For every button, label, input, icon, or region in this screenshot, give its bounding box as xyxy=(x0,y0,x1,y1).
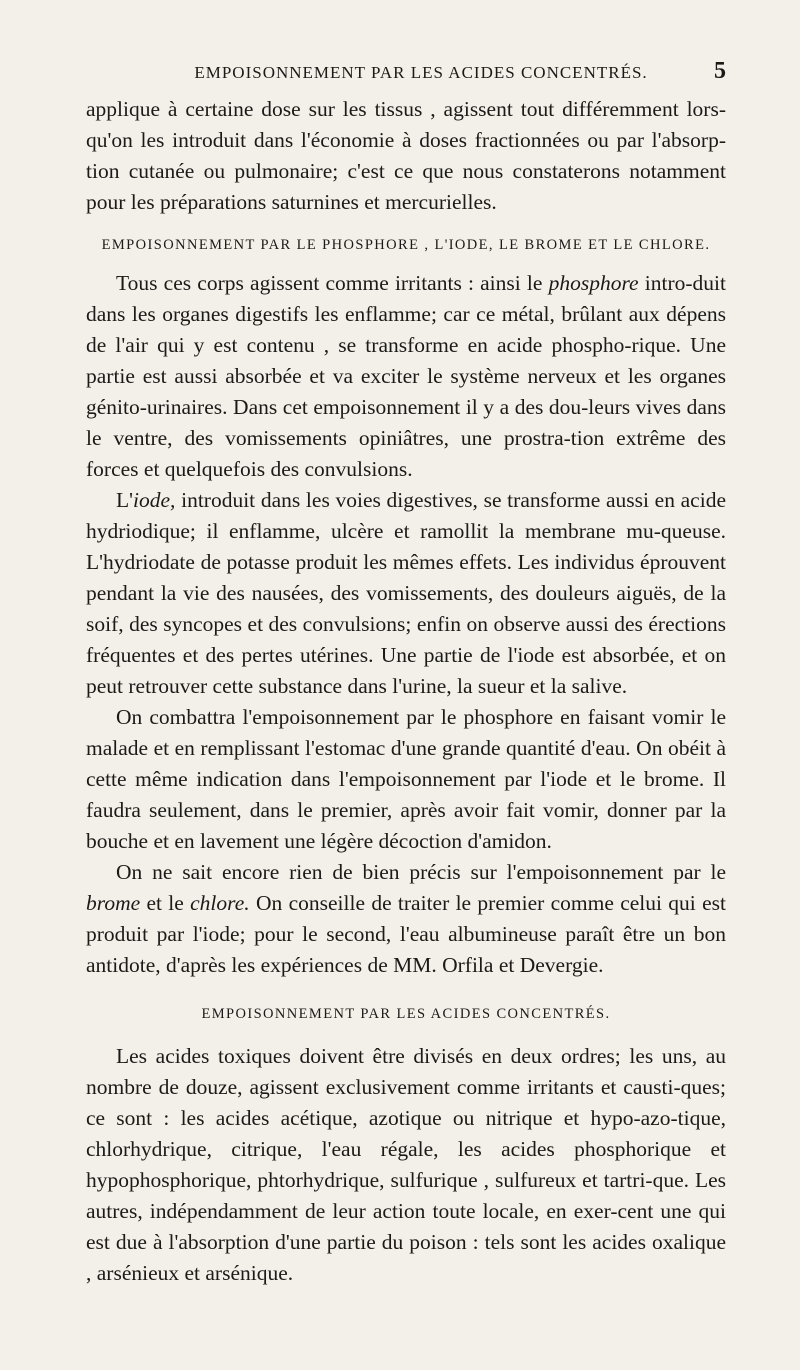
italic-term-phosphore: phosphore xyxy=(548,271,639,295)
text-run: intro-duit dans les organes digestifs les enflamme; car ce métal, brûlant aux dépens de l'air qui y est contenu , se transforme en acide phospho-rique. Une partie est aussi absorbée et va exciter le système nerveux et les organes génito-urinaires. Dans cet empoisonnement il y a des dou-leurs vives dans le ventre, des vomissements opiniâtres, une prostra-tion extrême des forces et quelquefois des convulsions. xyxy=(86,271,726,481)
paragraph-continued: applique à certaine dose sur les tissus , agissent tout différemment lors-qu'on les introduit dans l'économie à doses fractionnées ou par l'absorp-tion cutanée ou pulmonaire; c'est ce que nous constaterons notamment pour les préparations saturnines et mercurielles. xyxy=(86,97,726,214)
paragraph-acides: Les acides toxiques doivent être divisés en deux ordres; les uns, au nombre de douze, agissent exclusivement comme irritants et causti-ques; ce sont : les acides acétique, azotique ou nitrique et hypo-azo-tique, chlorhydrique, citrique, l'eau régale, les acides phosphorique et hypophosphorique, phtorhydrique, sulfurique , sulfureux et tartri-que. Les autres, indépendamment de leur action toute locale, en exer-cent une qui est due à l'absorption d'une partie du poison : tels sont les acides oxalique , arsénieux et arsénique. xyxy=(86,1044,726,1285)
text-run: et le xyxy=(140,891,191,915)
paragraph-traitement: On combattra l'empoisonnement par le phosphore en faisant vomir le malade et en remplissant l'estomac d'une grande quantité d'eau. On obéit à cette même indication dans l'empoisonnement par l'iode et le brome. Il faudra seulement, dans le premier, après avoir fait vomir, donner par la bouche et en lavement une légère décoction d'amidon. xyxy=(86,705,726,853)
italic-term-brome: brome xyxy=(86,891,141,915)
section-heading-phosphore: EMPOISONNEMENT PAR LE PHOSPHORE , L'IODE, LE BROME ET LE CHLORE. xyxy=(101,237,711,253)
text-run: Tous ces corps agissent comme irritants : ainsi le xyxy=(116,271,549,295)
text-run: On conseille de traiter le premier comme celui qui est produit par l'iode; pour le second, l'eau albumineuse paraît être un bon antidote, d'après les expériences de MM. Orfila et Devergie. xyxy=(86,891,726,977)
text-run: L' xyxy=(116,488,134,512)
running-head xyxy=(86,58,726,88)
paragraph-phosphore xyxy=(86,268,726,485)
section-heading-acides: EMPOISONNEMENT PAR LES ACIDES CONCENTRÉS. xyxy=(201,1006,611,1022)
text-run: On ne sait encore rien de bien précis sur l'empoisonnement par le xyxy=(116,860,726,884)
paragraph-brome-chlore xyxy=(86,857,726,981)
italic-term-iode: iode, xyxy=(133,488,176,512)
text-run: introduit dans les voies digestives, se transforme aussi en acide hydriodique; il enflamme, ulcère et ramollit la membrane mu-queuse. L'hydriodate de potasse produit les mêmes effets. Les individus éprouvent pendant la vie des nausées, des vomissements, des douleurs aiguës, de la soif, des syncopes et des convulsions; enfin on observe aussi des érections fréquentes et des pertes utérines. Une partie de l'iode est absorbée, et on peut retrouver cette substance dans l'urine, la sueur et la salive. xyxy=(86,488,726,698)
italic-term-chlore: chlore. xyxy=(190,891,250,915)
running-title: EMPOISONNEMENT PAR LES ACIDES CONCENTRÉS. xyxy=(194,63,648,82)
paragraph-iode xyxy=(86,485,726,702)
page-number: 5 xyxy=(714,58,726,84)
